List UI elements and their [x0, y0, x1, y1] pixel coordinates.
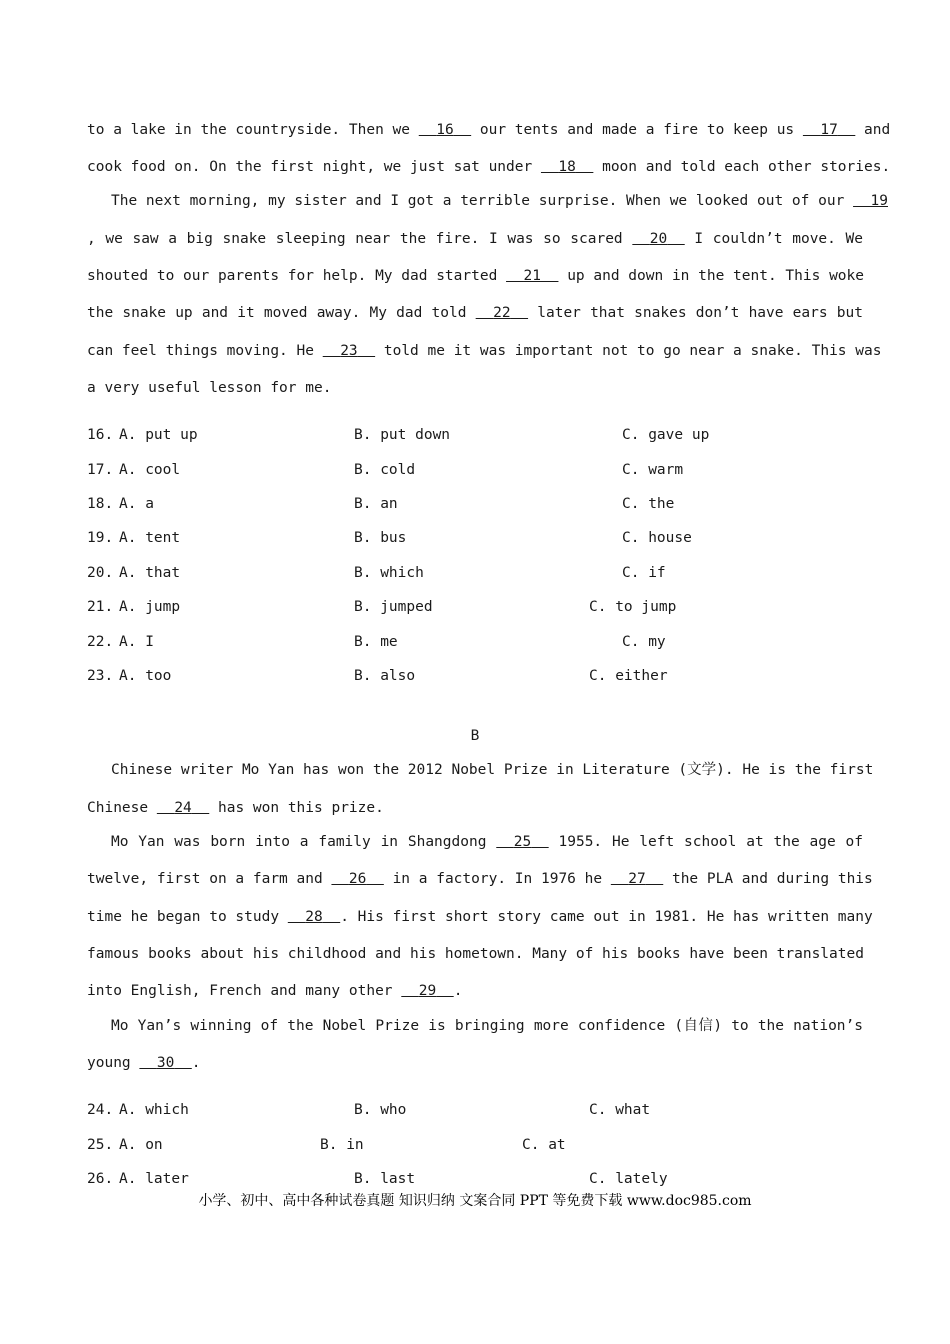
passage-b-line-9 [87, 1053, 863, 1073]
q21-option-b[interactable]: B. jumped [354, 599, 433, 615]
q18-number: 18. [87, 496, 114, 512]
text: in a factory. In 1976 he [392, 871, 603, 887]
q17-option-c[interactable]: C. warm [622, 462, 684, 478]
text: into English, French and many other [87, 983, 393, 999]
q17-option-b[interactable]: B. cold [354, 462, 416, 478]
q21-number: 21. [87, 599, 114, 615]
passage-a-line-1 [87, 120, 891, 140]
blank-25: 25 [513, 834, 532, 850]
text: . [453, 983, 463, 999]
q16-number: 16. [87, 427, 114, 443]
q20-option-a[interactable]: A. that [119, 565, 181, 581]
blank-23: 23 [340, 343, 358, 359]
blank-19: 19 [870, 193, 888, 209]
q25-number: 25. [87, 1137, 114, 1153]
text: told me it was important not to go near a snake. This was [383, 343, 882, 359]
q25-option-c[interactable]: C. at [522, 1137, 566, 1153]
q24-option-a[interactable]: A. which [119, 1102, 189, 1118]
q20-number: 20. [87, 565, 114, 581]
text: time he began to study [87, 909, 280, 925]
text: the PLA and during this [671, 871, 873, 887]
blank-16: 16 [436, 122, 454, 138]
q23-option-c[interactable]: C. either [589, 668, 668, 684]
text: up and down in the tent. This woke [567, 268, 864, 284]
blank-18: 18 [558, 159, 576, 175]
blank-21: 21 [523, 268, 541, 284]
q17-number: 17. [87, 462, 114, 478]
passage-a-line-4 [87, 229, 863, 249]
q23-number: 23. [87, 668, 114, 684]
passage-a-line-7 [87, 341, 882, 361]
q22-option-b[interactable]: B. me [354, 634, 398, 650]
blank-26: 26 [348, 871, 367, 887]
q25-option-a[interactable]: A. on [119, 1137, 163, 1153]
blank-20: 20 [649, 231, 668, 247]
q18-option-c[interactable]: C. the [622, 496, 675, 512]
text: Chinese [87, 800, 149, 816]
text: to a lake in the countryside. Then we [87, 122, 411, 138]
q22-number: 22. [87, 634, 114, 650]
text: . [191, 1055, 201, 1071]
text: has won this prize. [217, 800, 384, 816]
passage-b-line-7 [87, 981, 863, 1001]
text: The next morning, my sister and I got a terrible surprise. When we looked out of our [111, 193, 845, 209]
q19-option-c[interactable]: C. house [622, 530, 692, 546]
q19-option-b[interactable]: B. bus [354, 530, 407, 546]
q16-option-a[interactable]: A. put up [119, 427, 198, 443]
q26-option-c[interactable]: C. lately [589, 1171, 668, 1187]
passage-a-line-3 [111, 191, 888, 211]
blank-30: 30 [156, 1055, 175, 1071]
q22-option-a[interactable]: A. I [119, 634, 154, 650]
q23-option-a[interactable]: A. too [119, 668, 172, 684]
q16-option-c[interactable]: C. gave up [622, 427, 710, 443]
q17-option-a[interactable]: A. cool [119, 462, 181, 478]
section-b-title: B [470, 728, 480, 744]
text: . His first short story came out in 1981. He has written many [340, 909, 873, 925]
passage-a-line-2 [87, 157, 891, 177]
text: shouted to our parents for help. My dad started [87, 268, 498, 284]
text: moon and told each other stories. [602, 159, 891, 175]
q19-number: 19. [87, 530, 114, 546]
page-footer: 小学、初中、高中各种试卷真题 知识归纳 文案合同 PPT 等免费下载 www.doc985.com [198, 1193, 752, 1209]
text: our tents and made a fire to keep us [479, 122, 795, 138]
blank-17: 17 [820, 122, 838, 138]
passage-b-line-4 [87, 869, 873, 889]
passage-b-line-8: Mo Yan’s winning of the Nobel Prize is bringing more confidence (自信) to the nation’s [111, 1018, 863, 1034]
q18-option-a[interactable]: A. a [119, 496, 154, 512]
q20-option-b[interactable]: B. which [354, 565, 424, 581]
blank-28: 28 [305, 909, 323, 925]
q25-option-b[interactable]: B. in [320, 1137, 364, 1153]
q19-option-a[interactable]: A. tent [119, 530, 181, 546]
blank-29: 29 [418, 983, 437, 999]
text: later that snakes don’t have ears but [537, 305, 863, 321]
q26-option-b[interactable]: B. last [354, 1171, 416, 1187]
q18-option-b[interactable]: B. an [354, 496, 398, 512]
text: 1955. He left school at the age of [558, 834, 863, 850]
q26-option-a[interactable]: A. later [119, 1171, 189, 1187]
text: young [87, 1055, 131, 1071]
q26-number: 26. [87, 1171, 114, 1187]
q21-option-a[interactable]: A. jump [119, 599, 181, 615]
passage-b-line-5 [87, 907, 873, 927]
passage-a-line-6 [87, 303, 863, 323]
q20-option-c[interactable]: C. if [622, 565, 666, 581]
passage-b-line-6: famous books about his childhood and his hometown. Many of his books have been translated [87, 946, 864, 962]
q24-option-c[interactable]: C. what [589, 1102, 651, 1118]
passage-b-line-2 [87, 798, 863, 818]
blank-27: 27 [628, 871, 646, 887]
q22-option-c[interactable]: C. my [622, 634, 666, 650]
text: cook food on. On the first night, we just sat under [87, 159, 533, 175]
text: and [864, 122, 891, 138]
passage-b-line-3 [111, 832, 863, 852]
text: I couldn’t move. We [694, 231, 863, 247]
q23-option-b[interactable]: B. also [354, 668, 416, 684]
q21-option-c[interactable]: C. to jump [589, 599, 677, 615]
text: the snake up and it moved away. My dad told [87, 305, 467, 321]
q24-option-b[interactable]: B. who [354, 1102, 407, 1118]
text: , we saw a big snake sleeping near the fire. I was so scared [87, 231, 623, 247]
text: twelve, first on a farm and [87, 871, 323, 887]
blank-22: 22 [493, 305, 511, 321]
blank-24: 24 [174, 800, 192, 816]
passage-a-line-8: a very useful lesson for me. [87, 380, 332, 396]
passage-a-line-5 [87, 266, 863, 286]
q24-number: 24. [87, 1102, 114, 1118]
q16-option-b[interactable]: B. put down [354, 427, 451, 443]
passage-b-line-1: Chinese writer Mo Yan has won the 2012 Nobel Prize in Literature (文学). He is the first [111, 762, 874, 778]
text: Mo Yan was born into a family in Shangdong [111, 834, 487, 850]
text: can feel things moving. He [87, 343, 314, 359]
